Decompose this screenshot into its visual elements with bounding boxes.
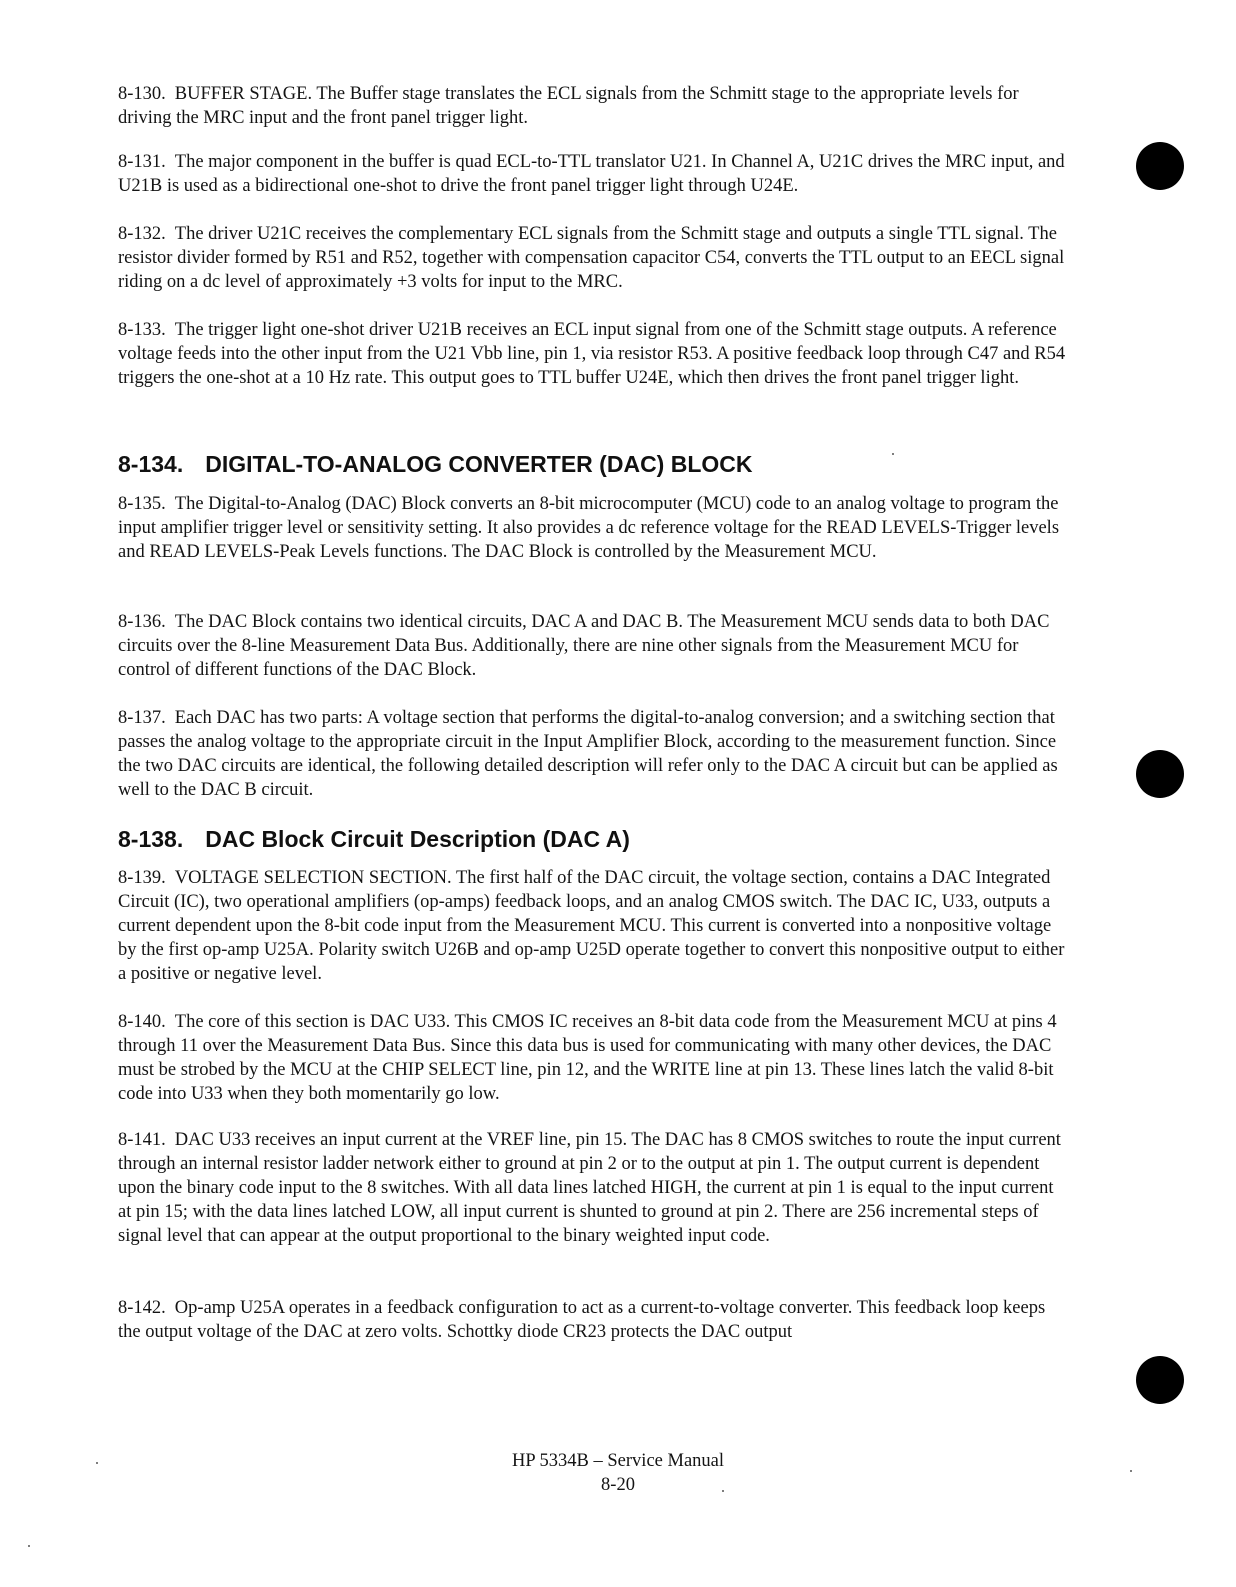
paragraph-text: The trigger light one-shot driver U21B receives an ECL input signal from one of the Schmitt stage outputs. A reference voltage feeds into the other input from the U21 Vbb line, pin 1, via resistor R53. A positive feedback loop through C47 and R54 triggers the one-shot at a 10 Hz rate. This output goes to TTL buffer U24E, which then drives the front panel trigger light. — [118, 320, 1066, 388]
paragraph-text: The DAC Block contains two identical circuits, DAC A and DAC B. The Measurement MCU sends data to both DAC circuits over the 8-line Measurement Data Bus. Additionally, there are nine other signals from the Measurement MCU for control of different functions of the DAC Block. — [118, 612, 1050, 680]
paragraph-text: BUFFER STAGE. The Buffer stage translates the ECL signals from the Schmitt stage to the appropriate levels for driving the MRC input and the front panel trigger light. — [118, 84, 1019, 128]
paragraph-text: VOLTAGE SELECTION SECTION. The first half of the DAC circuit, the voltage section, contains a DAC Integrated Circuit (IC), two operational amplifiers (op-amps) feedback loops, and an analog CMOS switch. The DAC IC, U33, outputs a current dependent upon the 8-bit code input from the Measurement MCU. This current is converted into a nonpositive voltage by the first op-amp U25A. Polarity switch U26B and op-amp U25D operate together to convert this nonpositive output to either a positive or negative level. — [118, 868, 1065, 984]
paragraph-8-136 — [118, 610, 1070, 682]
paragraph-number: 8-133. — [118, 320, 166, 340]
heading-text: DIGITAL-TO-ANALOG CONVERTER (DAC) BLOCK — [205, 451, 753, 477]
binder-hole-middle — [1136, 750, 1184, 798]
scan-speck — [28, 1545, 30, 1547]
paragraph-8-132 — [118, 222, 1070, 294]
paragraph-number: 8-136. — [118, 612, 166, 632]
heading-number: 8-138. — [118, 826, 184, 852]
paragraph-number: 8-140. — [118, 1012, 166, 1032]
paragraph-number: 8-131. — [118, 152, 166, 172]
paragraph-text: The Digital-to-Analog (DAC) Block converts an 8-bit microcomputer (MCU) code to an analog voltage to program the input amplifier trigger level or sensitivity setting. It also provides a dc reference voltage for the READ LEVELS-Trigger levels and READ LEVELS-Peak Levels functions. The DAC Block is controlled by the Measurement MCU. — [118, 494, 1060, 562]
paragraph-8-135 — [118, 492, 1070, 564]
paragraph-number: 8-141. — [118, 1130, 166, 1150]
paragraph-number: 8-142. — [118, 1298, 166, 1318]
binder-hole-bottom — [1136, 1356, 1184, 1404]
scan-speck — [892, 453, 894, 455]
paragraph-number: 8-132. — [118, 224, 166, 244]
footer-manual-title: HP 5334B – Service Manual — [511, 1451, 725, 1471]
binder-hole-top — [1136, 142, 1184, 190]
paragraph-8-139 — [118, 866, 1070, 986]
paragraph-text: Op-amp U25A operates in a feedback configuration to act as a current-to-voltage converter. This feedback loop keeps the output voltage of the DAC at zero volts. Schottky diode CR23 protects the DAC output — [118, 1298, 1046, 1342]
footer-page-number: 8-20 — [601, 1475, 635, 1495]
heading-number: 8-134. — [118, 451, 184, 477]
section-heading-dac-circuit — [118, 825, 630, 853]
paragraph-8-131 — [118, 150, 1070, 198]
paragraph-8-141 — [118, 1128, 1070, 1248]
paragraph-text: Each DAC has two parts: A voltage section that performs the digital-to-analog conversion; and a switching section that passes the analog voltage to the appropriate circuit in the Input Amplifier Block, according to the measurement function. Since the two DAC circuits are identical, the following detailed description will refer only to the DAC A circuit but can be applied as well to the DAC B circuit. — [118, 708, 1058, 800]
paragraph-8-137 — [118, 706, 1070, 802]
paragraph-text: The driver U21C receives the complementary ECL signals from the Schmitt stage and outputs a single TTL signal. The resistor divider formed by R51 and R52, together with compensation capacitor C54, converts the TTL output to an EECL signal riding on a dc level of approximately +3 volts for input to the MRC. — [118, 224, 1065, 292]
paragraph-number: 8-135. — [118, 494, 166, 514]
section-heading-dac-block — [118, 450, 753, 478]
paragraph-8-133 — [118, 318, 1070, 390]
heading-text: DAC Block Circuit Description (DAC A) — [205, 826, 630, 852]
paragraph-text: The major component in the buffer is quad ECL-to-TTL translator U21. In Channel A, U21C drives the MRC input, and U21B is used as a bidirectional one-shot to drive the front panel trigger light through U24E. — [118, 152, 1065, 196]
paragraph-text: The core of this section is DAC U33. This CMOS IC receives an 8-bit data code from the Measurement MCU at pins 4 through 11 over the Measurement Data Bus. Since this data bus is used for communicating with many other devices, the DAC must be strobed by the MCU at the CHIP SELECT line, pin 12, and the WRITE line at pin 13. These lines latch the valid 8-bit code into U33 when they both momentarily go low. — [118, 1012, 1057, 1104]
paragraph-number: 8-130. — [118, 84, 166, 104]
paragraph-number: 8-137. — [118, 708, 166, 728]
paragraph-8-140 — [118, 1010, 1070, 1106]
paragraph-text: DAC U33 receives an input current at the VREF line, pin 15. The DAC has 8 CMOS switches to route the input current through an internal resistor ladder network either to ground at pin 2 or to the output at pin 1. The output current is dependent upon the binary code input to the 8 switches. With all data lines latched HIGH, the current at pin 1 is equal to the input current at pin 15; with the data lines latched LOW, all input current is shunted to ground at pin 2. There are 256 incremental steps of signal level that can appear at the output proportional to the binary weighted input code. — [118, 1130, 1061, 1246]
paragraph-8-130 — [118, 82, 1070, 130]
paragraph-8-142 — [118, 1296, 1070, 1344]
paragraph-number: 8-139. — [118, 868, 166, 888]
